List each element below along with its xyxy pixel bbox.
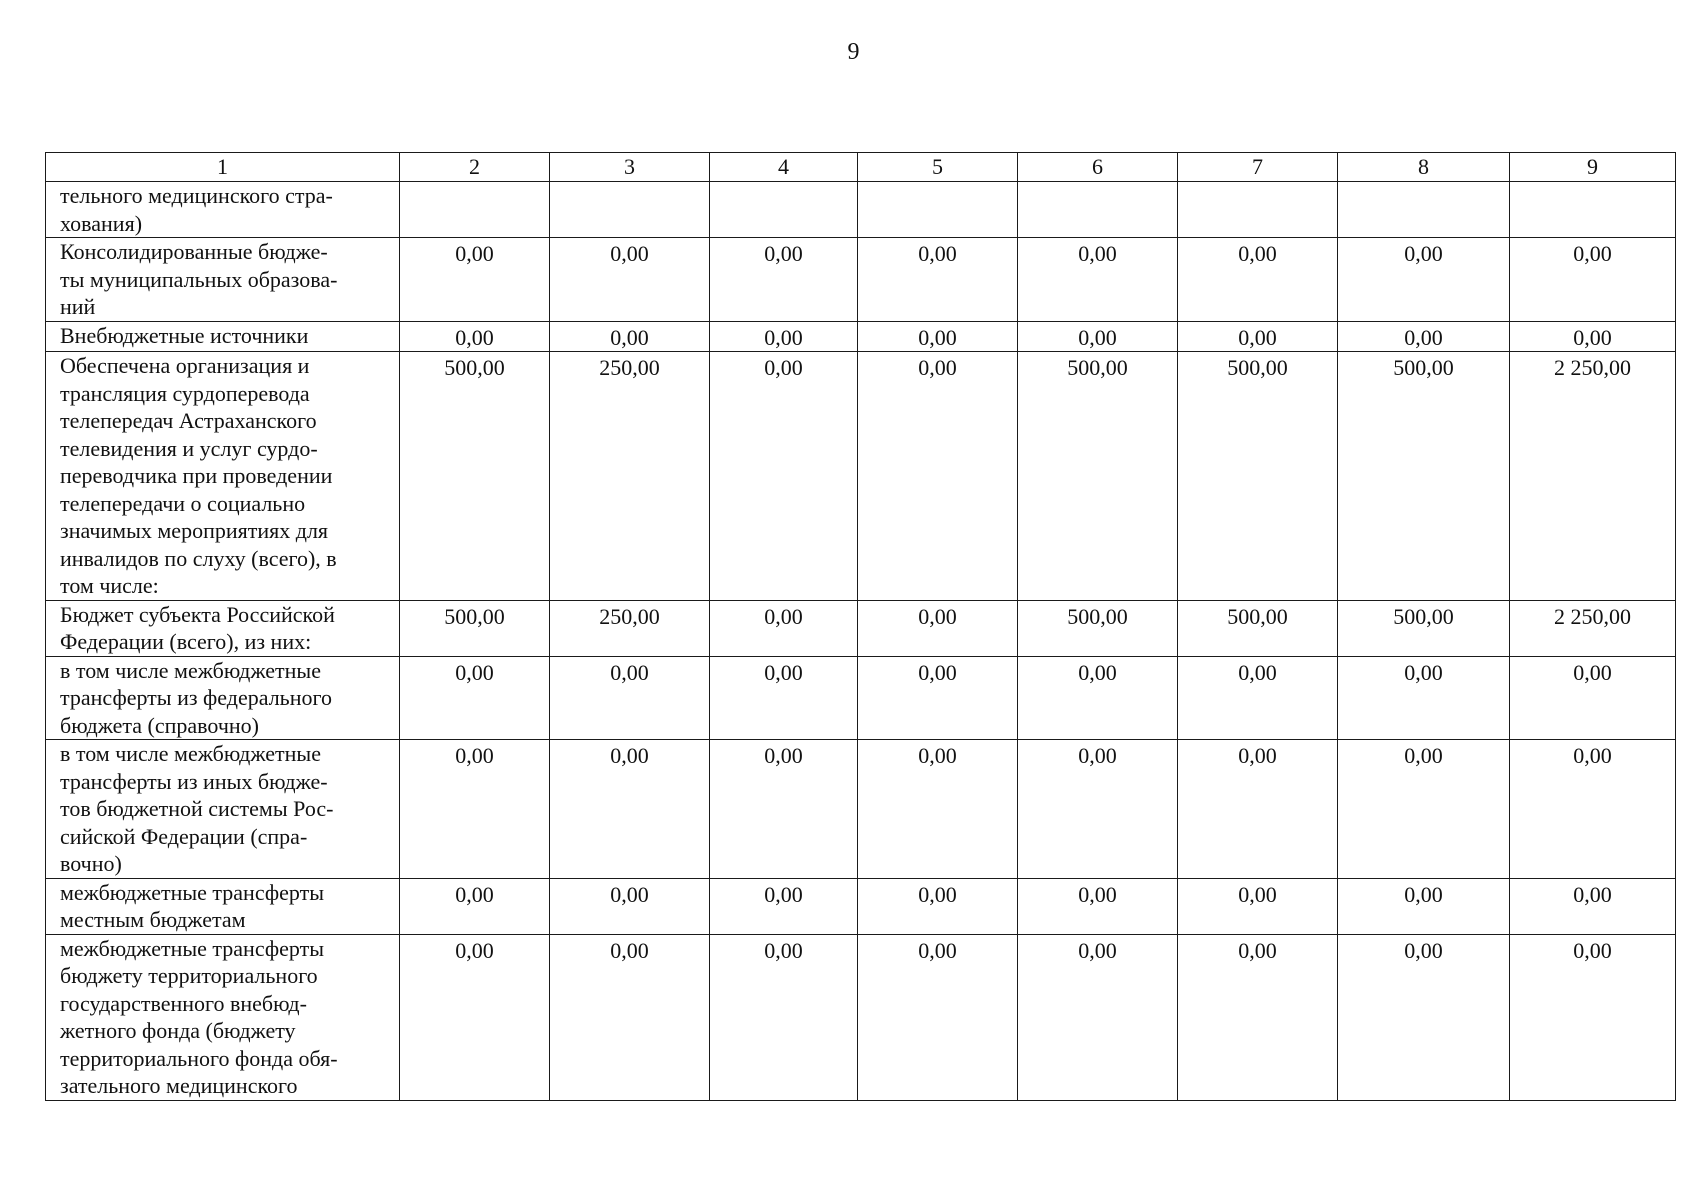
- column-header-9: 9: [1510, 153, 1676, 182]
- table-row: [46, 740, 1676, 879]
- cell-value-col-8: [1338, 182, 1510, 238]
- cell-value-col-2: 0,00: [400, 740, 550, 879]
- cell-value-col-4: 0,00: [710, 740, 858, 879]
- cell-value-col-6: 0,00: [1018, 934, 1178, 1100]
- cell-value-col-4: 0,00: [710, 321, 858, 352]
- cell-value-col-6: 0,00: [1018, 321, 1178, 352]
- cell-value-col-5: [858, 182, 1018, 238]
- row-label: межбюджетные трансферты бюджету территориального государственного внебюд- жетного фонда (бюджету территориального фонда обя- зательного медицинского: [46, 934, 400, 1100]
- column-header-8: 8: [1338, 153, 1510, 182]
- cell-value-col-3: 0,00: [550, 656, 710, 740]
- header-row: [46, 153, 1676, 182]
- cell-value-col-4: 0,00: [710, 600, 858, 656]
- row-label: в том числе межбюджетные трансферты из федерального бюджета (справочно): [46, 656, 400, 740]
- cell-value-col-5: 0,00: [858, 352, 1018, 601]
- cell-value-col-7: [1178, 182, 1338, 238]
- cell-value-col-4: [710, 182, 858, 238]
- cell-value-col-9: 2 250,00: [1510, 352, 1676, 601]
- cell-value-col-4: 0,00: [710, 878, 858, 934]
- cell-value-col-8: 500,00: [1338, 352, 1510, 601]
- cell-value-col-2: 0,00: [400, 656, 550, 740]
- cell-value-col-3: 0,00: [550, 740, 710, 879]
- cell-value-col-4: 0,00: [710, 238, 858, 322]
- column-header-3: 3: [550, 153, 710, 182]
- cell-value-col-9: 0,00: [1510, 238, 1676, 322]
- page-number: 9: [847, 39, 860, 65]
- cell-value-col-3: 0,00: [550, 934, 710, 1100]
- cell-value-col-6: [1018, 182, 1178, 238]
- cell-value-col-8: 0,00: [1338, 878, 1510, 934]
- budget-table: [45, 152, 1676, 1101]
- cell-value-col-6: 0,00: [1018, 238, 1178, 322]
- table-body: [46, 182, 1676, 1101]
- cell-value-col-3: [550, 182, 710, 238]
- cell-value-col-4: 0,00: [710, 656, 858, 740]
- cell-value-col-8: 0,00: [1338, 934, 1510, 1100]
- row-label: Бюджет субъекта Российской Федерации (всего), из них:: [46, 600, 400, 656]
- column-header-7: 7: [1178, 153, 1338, 182]
- cell-value-col-2: [400, 182, 550, 238]
- table-row: [46, 321, 1676, 352]
- table-row: [46, 934, 1676, 1100]
- cell-value-col-9: 0,00: [1510, 934, 1676, 1100]
- cell-value-col-9: 2 250,00: [1510, 600, 1676, 656]
- cell-value-col-6: 500,00: [1018, 352, 1178, 601]
- cell-value-col-8: 500,00: [1338, 600, 1510, 656]
- cell-value-col-9: 0,00: [1510, 878, 1676, 934]
- table-header: [46, 153, 1676, 182]
- cell-value-col-4: 0,00: [710, 352, 858, 601]
- cell-value-col-9: 0,00: [1510, 740, 1676, 879]
- cell-value-col-7: 0,00: [1178, 656, 1338, 740]
- table-row: [46, 656, 1676, 740]
- column-header-6: 6: [1018, 153, 1178, 182]
- cell-value-col-2: 500,00: [400, 600, 550, 656]
- table-row: [46, 182, 1676, 238]
- cell-value-col-7: 0,00: [1178, 321, 1338, 352]
- column-header-2: 2: [400, 153, 550, 182]
- cell-value-col-9: 0,00: [1510, 656, 1676, 740]
- cell-value-col-8: 0,00: [1338, 740, 1510, 879]
- cell-value-col-3: 0,00: [550, 321, 710, 352]
- cell-value-col-5: 0,00: [858, 600, 1018, 656]
- cell-value-col-5: 0,00: [858, 878, 1018, 934]
- cell-value-col-7: 500,00: [1178, 600, 1338, 656]
- column-header-5: 5: [858, 153, 1018, 182]
- cell-value-col-3: 250,00: [550, 600, 710, 656]
- table-row: [46, 238, 1676, 322]
- cell-value-col-8: 0,00: [1338, 321, 1510, 352]
- row-label: Обеспечена организация и трансляция сурдоперевода телепередач Астраханского телевидения и услуг сурдо- переводчика при проведении телепередачи о социально значимых мероприятиях для инвалидов по слуху (всего), в том числе:: [46, 352, 400, 601]
- cell-value-col-3: 250,00: [550, 352, 710, 601]
- cell-value-col-5: 0,00: [858, 740, 1018, 879]
- row-label: межбюджетные трансферты местным бюджетам: [46, 878, 400, 934]
- cell-value-col-2: 500,00: [400, 352, 550, 601]
- cell-value-col-5: 0,00: [858, 934, 1018, 1100]
- cell-value-col-2: 0,00: [400, 321, 550, 352]
- cell-value-col-5: 0,00: [858, 321, 1018, 352]
- cell-value-col-4: 0,00: [710, 934, 858, 1100]
- row-label: Внебюджетные источники: [46, 321, 400, 352]
- cell-value-col-3: 0,00: [550, 878, 710, 934]
- cell-value-col-2: 0,00: [400, 878, 550, 934]
- table-row: [46, 352, 1676, 601]
- column-header-1: 1: [46, 153, 400, 182]
- cell-value-col-8: 0,00: [1338, 656, 1510, 740]
- cell-value-col-2: 0,00: [400, 934, 550, 1100]
- column-header-4: 4: [710, 153, 858, 182]
- cell-value-col-8: 0,00: [1338, 238, 1510, 322]
- cell-value-col-9: 0,00: [1510, 321, 1676, 352]
- cell-value-col-6: 500,00: [1018, 600, 1178, 656]
- cell-value-col-5: 0,00: [858, 238, 1018, 322]
- cell-value-col-7: 0,00: [1178, 740, 1338, 879]
- cell-value-col-6: 0,00: [1018, 878, 1178, 934]
- row-label: тельного медицинского стра- хования): [46, 182, 400, 238]
- cell-value-col-2: 0,00: [400, 238, 550, 322]
- cell-value-col-6: 0,00: [1018, 740, 1178, 879]
- cell-value-col-7: 0,00: [1178, 878, 1338, 934]
- cell-value-col-9: [1510, 182, 1676, 238]
- cell-value-col-5: 0,00: [858, 656, 1018, 740]
- cell-value-col-7: 0,00: [1178, 934, 1338, 1100]
- table-row: [46, 600, 1676, 656]
- cell-value-col-6: 0,00: [1018, 656, 1178, 740]
- cell-value-col-3: 0,00: [550, 238, 710, 322]
- cell-value-col-7: 0,00: [1178, 238, 1338, 322]
- row-label: в том числе межбюджетные трансферты из иных бюдже- тов бюджетной системы Рос- сийской Федерации (спра- вочно): [46, 740, 400, 879]
- row-label: Консолидированные бюдже- ты муниципальных образова- ний: [46, 238, 400, 322]
- table-row: [46, 878, 1676, 934]
- cell-value-col-7: 500,00: [1178, 352, 1338, 601]
